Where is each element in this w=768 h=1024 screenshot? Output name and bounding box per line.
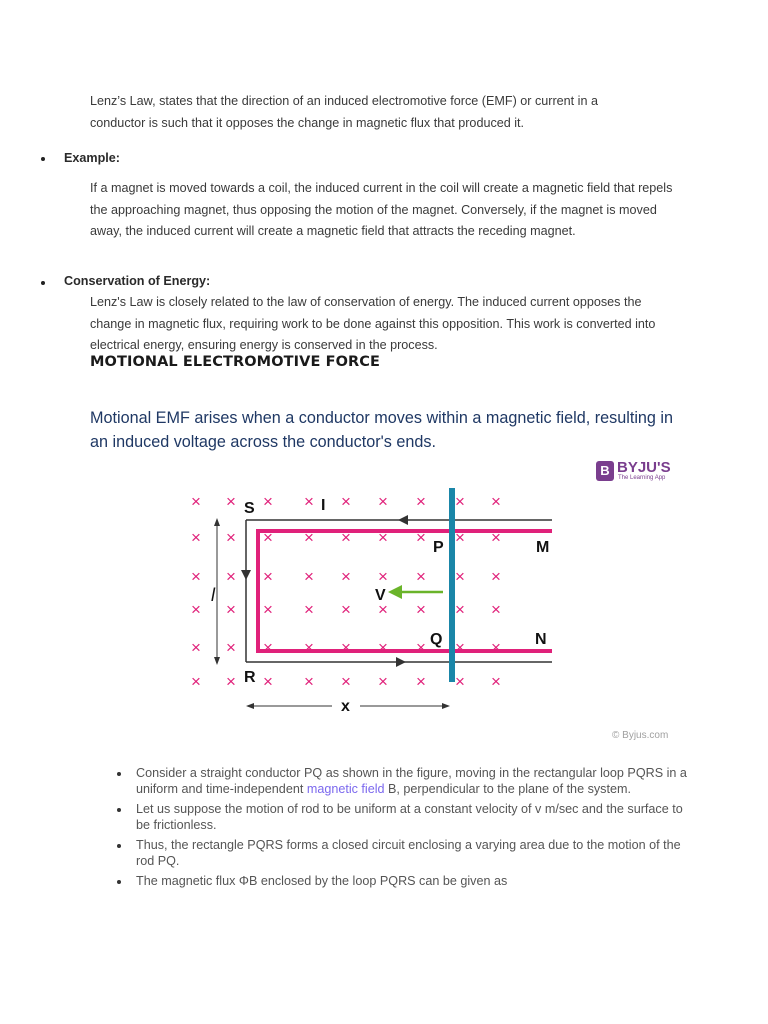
field-cross: × — [304, 492, 314, 511]
field-cross: × — [416, 492, 426, 511]
field-cross: × — [263, 567, 273, 586]
bullet-marker — [117, 772, 121, 776]
field-cross: × — [341, 600, 351, 619]
field-cross: × — [191, 528, 201, 547]
label-r: R — [244, 669, 256, 686]
field-cross: × — [491, 600, 501, 619]
field-cross: × — [191, 567, 201, 586]
field-cross: × — [191, 672, 201, 691]
list-item — [113, 874, 693, 890]
field-cross: × — [226, 567, 236, 586]
field-cross: × — [491, 672, 501, 691]
field-cross: × — [416, 600, 426, 619]
list-item — [113, 766, 693, 797]
field-cross: × — [416, 528, 426, 547]
list-item — [113, 838, 693, 869]
bullet-marker — [117, 880, 121, 884]
field-cross: × — [416, 672, 426, 691]
section-heading: MOTIONAL ELECTROMOTIVE FORCE — [90, 354, 381, 370]
field-cross: × — [341, 638, 351, 657]
field-cross: × — [491, 528, 501, 547]
explanation-list — [113, 766, 693, 895]
list-item-text: Consider a straight conductor PQ as shown in the figure, moving in the rectangular loop PQRS in a uniform and time-independent — [136, 766, 687, 796]
conservation-label: Conservation of Energy: — [64, 274, 211, 288]
field-cross: × — [378, 567, 388, 586]
conservation-paragraph: Lenz's Law is closely related to the law of conservation of energy. The induced current opposes the change in magnetic flux, requiring work to be done against this opposition. This work is converted into electrical energy, ensuring energy is conserved in the process. — [90, 295, 656, 352]
field-cross: × — [226, 672, 236, 691]
logo-tagline: The Learning App — [618, 475, 666, 481]
field-cross: × — [341, 528, 351, 547]
logo-name: BYJU'S — [617, 459, 671, 476]
field-cross: × — [378, 492, 388, 511]
field-cross: × — [491, 492, 501, 511]
field-cross: × — [455, 492, 465, 511]
label-i: I — [321, 497, 326, 514]
x-arrow-left — [246, 703, 254, 709]
field-cross: × — [341, 567, 351, 586]
field-cross: × — [226, 638, 236, 657]
field-cross: × — [378, 638, 388, 657]
field-cross: × — [263, 492, 273, 511]
field-cross: × — [455, 638, 465, 657]
x-arrow-right — [442, 703, 450, 709]
field-cross: × — [226, 492, 236, 511]
example-paragraph: If a magnet is moved towards a coil, the induced current in the coil will create a magnetic field that repels the approaching magnet, thus opposing the motion of the magnet. Conversely, if the magnet is moved away, the induced current will create a magnetic field that attracts the receding magnet. — [90, 181, 673, 238]
field-cross: × — [304, 600, 314, 619]
field-cross: × — [263, 672, 273, 691]
byjus-logo — [596, 459, 676, 485]
label-m: M — [536, 539, 550, 556]
field-cross: × — [455, 528, 465, 547]
motional-emf-diagram — [180, 480, 580, 720]
conductor-rod-pq — [449, 488, 455, 682]
current-arrow-bottom — [396, 657, 406, 667]
field-cross: × — [304, 528, 314, 547]
label-x: x — [341, 698, 350, 715]
field-cross: × — [263, 600, 273, 619]
field-cross: × — [378, 528, 388, 547]
bullet-marker — [117, 844, 121, 848]
lead-statement: Motional EMF arises when a conductor moves within a magnetic field, resulting in an induced voltage across the conductor's ends. — [90, 409, 674, 452]
length-arrow-top — [214, 518, 220, 526]
list-item-text: Let us suppose the motion of rod to be uniform at a constant velocity of v m/sec and the surface to be frictionless. — [136, 802, 683, 832]
list-item-text: B, perpendicular to the plane of the system. — [384, 781, 631, 796]
field-cross: × — [304, 638, 314, 657]
bullet-marker — [41, 157, 45, 161]
field-cross: × — [341, 492, 351, 511]
field-cross: × — [263, 638, 273, 657]
example-label: Example: — [64, 151, 120, 165]
list-item-text: The magnetic flux ΦB enclosed by the loop PQRS can be given as — [136, 874, 508, 888]
label-v: V — [375, 587, 386, 604]
field-cross: × — [191, 600, 201, 619]
bullet-marker — [117, 808, 121, 812]
field-cross: × — [455, 600, 465, 619]
image-credit: © Byjus.com — [612, 730, 669, 741]
field-cross: × — [378, 600, 388, 619]
field-cross: × — [455, 567, 465, 586]
intro-paragraph: Lenz’s Law, states that the direction of an induced electromotive force (EMF) or current in a conductor is such that it opposes the change in magnetic flux that produced it. — [90, 94, 598, 130]
field-cross: × — [491, 567, 501, 586]
list-item — [113, 802, 693, 833]
field-cross: × — [226, 528, 236, 547]
field-cross: × — [191, 492, 201, 511]
length-arrow-bottom — [214, 657, 220, 665]
field-cross: × — [416, 567, 426, 586]
label-l: l — [211, 585, 215, 605]
field-cross: × — [455, 672, 465, 691]
field-cross: × — [304, 567, 314, 586]
field-cross: × — [491, 638, 501, 657]
current-arrow-top — [398, 515, 408, 525]
field-cross: × — [416, 638, 426, 657]
label-q: Q — [430, 631, 443, 648]
magnetic-field-link[interactable]: magnetic field — [306, 781, 385, 796]
bullet-marker — [41, 281, 45, 285]
field-cross: × — [304, 672, 314, 691]
label-s: S — [244, 500, 255, 517]
field-cross: × — [378, 672, 388, 691]
list-item-text: Thus, the rectangle PQRS forms a closed circuit enclosing a varying area due to the motion of the rod PQ. — [136, 838, 681, 868]
label-p: P — [433, 539, 444, 556]
velocity-arrow-head — [388, 585, 402, 599]
logo-mark: B — [596, 461, 614, 481]
field-cross: × — [263, 528, 273, 547]
current-arrow-left — [241, 570, 251, 580]
label-n: N — [535, 631, 547, 648]
field-cross: × — [341, 672, 351, 691]
field-cross: × — [226, 600, 236, 619]
field-cross: × — [191, 638, 201, 657]
